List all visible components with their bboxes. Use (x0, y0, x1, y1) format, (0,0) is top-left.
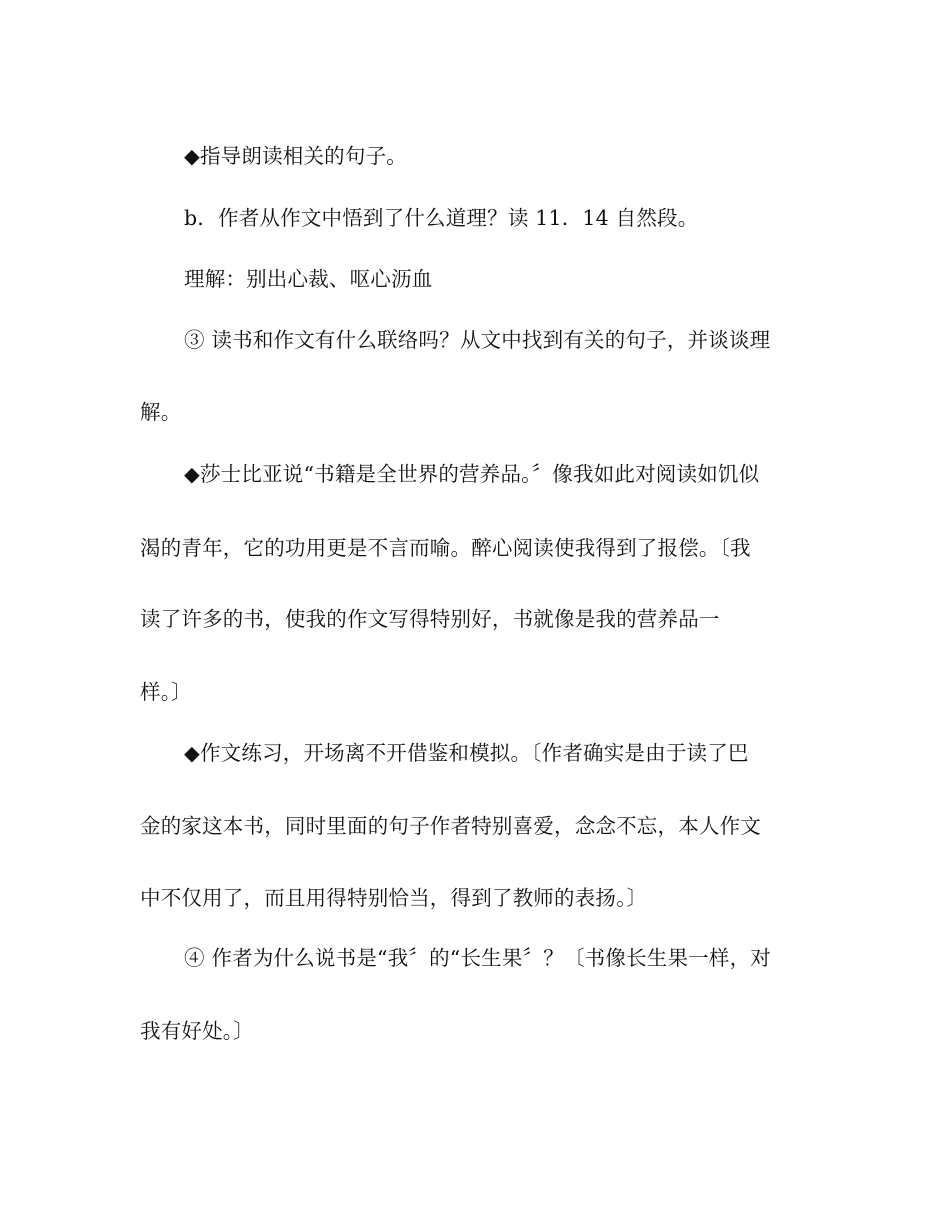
text-line: 读了许多的书，使我的作文写得特别好，书就像是我的营养品一 (140, 607, 720, 631)
text-line: 我有好处。〕 (140, 1019, 254, 1043)
text-line: 理解：别出心裁、呕心沥血 (184, 267, 433, 291)
text-line: ◆莎士比亚说“书籍是全世界的营养品。〞像我如此对阅读如饥似 (184, 462, 760, 486)
text-line: 样。〕 (140, 680, 192, 704)
text-line: 解。 (140, 400, 182, 424)
text-line: ③ 读书和作文有什么联络吗？从文中找到有关的句子，并谈谈理 (184, 328, 771, 352)
text-line: 中不仅用了，而且用得特别恰当，得到了教师的表扬。〕 (140, 886, 648, 910)
text-line: ④ 作者为什么说书是“我〞的“长生果〞？〔书像长生果一样，对 (184, 946, 771, 970)
text-line: 金的家这本书，同时里面的句子作者特别喜爱，念念不忘，本人作文 (140, 814, 761, 838)
text-line: ◆作文练习，开场离不开借鉴和模拟。〔作者确实是由于读了巴 (184, 741, 749, 765)
text-line: b．作者从作文中悟到了什么道理？读 11．14 自然段。 (184, 206, 699, 230)
text-line: 渴的青年，它的功用更是不言而喻。醉心阅读使我得到了报偿。〔我 (140, 536, 751, 560)
text-line: ◆指导朗读相关的句子。 (184, 144, 407, 168)
